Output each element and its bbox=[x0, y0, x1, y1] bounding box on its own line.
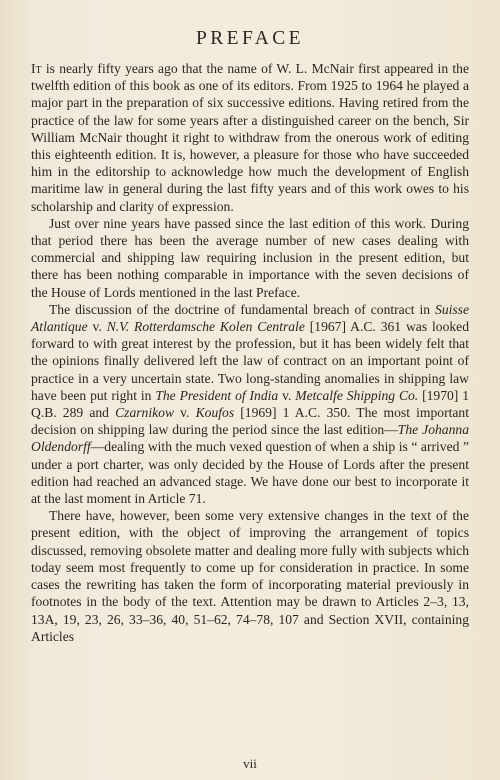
paragraph-3-text: —dealing with the much vexed question of when a ship is “ arrived ” under a port charter, was only decided by the House of Lords after the present edition had reached an advanced stage. We have done our best to incorporate it at the last moment in Article 71. bbox=[31, 439, 469, 507]
paragraph-3-text: v. bbox=[278, 387, 296, 403]
paragraph-3-text: [1967] A.C. 361 was looked forward to with great interest by the profession, but it has been widely felt that the opinions finally delivered left the law of contract on an important point of practice in a very uncertain state. Two long-standing anomalies in shipping law have been put right in bbox=[31, 319, 469, 403]
paragraph-3-text: The discussion of the doctrine of fundamental breach of contract in bbox=[49, 301, 436, 317]
paragraph-3-text: v. bbox=[87, 319, 107, 335]
italic-case-name: The President of India bbox=[155, 387, 279, 403]
italic-case-name: Metcalfe Shipping Co. bbox=[295, 387, 419, 403]
italic-case-name: N.V. Rotterdamsche Kolen Centrale bbox=[106, 319, 305, 335]
paragraph-3-text: v. bbox=[174, 405, 196, 421]
page-number: vii bbox=[243, 756, 257, 771]
italic-case-name: Suisse Atlantique bbox=[31, 301, 469, 335]
italic-case-name: Czarnikow bbox=[115, 405, 175, 421]
paragraph-1 bbox=[31, 60, 469, 215]
paragraph-2: Just over nine years have passed since the last edition of this work. During that period there has been the average number of new cases dealing with commercial and shipping law requiring inclusion in the present edition, but there has been nothing comparable in importance with the seven decisions of the House of Lords mentioned in the last Preface. bbox=[31, 215, 469, 300]
italic-case-name: The Johanna Oldendorff bbox=[31, 422, 469, 455]
page-title: PREFACE bbox=[196, 28, 304, 49]
paragraph-3-text: [1970] 1 Q.B. 289 and bbox=[31, 387, 469, 421]
paragraph-3-text: [1969] 1 A.C. 350. The most important decision on shipping law during the period since the last edition— bbox=[31, 405, 469, 438]
paragraph-1-text: is nearly fifty years ago that the name of W. L. McNair first appeared in the twelfth edition of this book as one of its editors. From 1925 to 1964 he played a major part in the preparation of six successive editions. Having retired from the practice of the law for some years after a distinguished career on the bench, Sir William McNair thought it right to withdraw from the onerous work of editing this eighteenth edition. It is, however, a pleasure for those who have succeeded him in the editorship to acknowledge how much the development of English maritime law in general during the last fifty years and of this work owes to his scholarship and clarity of expression. bbox=[31, 61, 469, 214]
paragraph-3 bbox=[31, 301, 469, 507]
paragraph-4: There have, however, been some very extensive changes in the text of the present edition, with the object of improving the arrangement of topics discussed, removing obsolete matter and dealing more fully with subjects which today seem most frequently to come up for consideration in practice. In some cases the rewriting has taken the form of incorporating material previously in footnotes in the body of the text. Attention may be drawn to Articles 2–3, 13, 13A, 19, 23, 26, 33–36, 40, 51–62, 74–78, 107 and Section XVII, containing Articles bbox=[31, 508, 469, 644]
paragraph-opening-words: It bbox=[31, 61, 42, 76]
italic-case-name: Koufos bbox=[195, 405, 235, 421]
